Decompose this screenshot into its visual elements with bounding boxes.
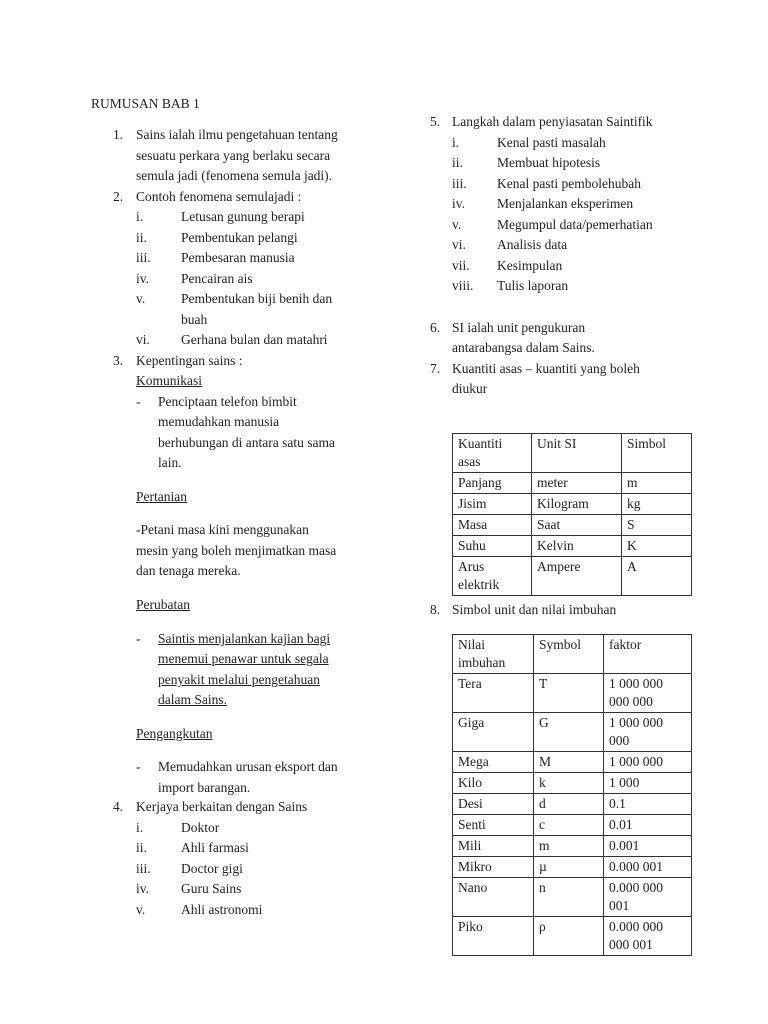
table-cell: Jisim — [453, 494, 532, 515]
base-quantity-table — [452, 433, 692, 596]
table-row — [453, 473, 692, 494]
table-row — [453, 494, 692, 515]
table-cell: Tera — [453, 674, 534, 713]
list-item: Megumpul data/pemerhatian — [497, 217, 653, 232]
item6-line: SI ialah unit pengukuran — [452, 320, 586, 335]
list-item: Guru Sains — [181, 881, 242, 896]
table-cell: 1 000 000 000 — [604, 713, 692, 752]
page-title: RUMUSAN BAB 1 — [91, 96, 200, 111]
table-cell: Nano — [453, 878, 534, 917]
table-row — [453, 878, 692, 917]
table-cell: 0.000 000 000 001 — [604, 917, 692, 956]
table-cell: meter — [532, 473, 622, 494]
prefix-table — [452, 634, 692, 956]
table-cell: Suhu — [453, 536, 532, 557]
table-header-cell: Simbol — [622, 434, 692, 473]
list-item: Pembentukan pelangi — [181, 230, 298, 245]
table-cell: 0.01 — [604, 815, 692, 836]
roman-numeral: v. — [452, 217, 462, 232]
table-cell: 1 000 000 000 000 — [604, 674, 692, 713]
table-cell: K — [622, 536, 692, 557]
table-header-row — [453, 635, 692, 674]
list-item: Gerhana bulan dan matahri — [181, 332, 328, 347]
table-cell: Mega — [453, 752, 534, 773]
item1-line: sesuatu perkara yang berlaku secara — [136, 148, 331, 163]
table-cell: 0.001 — [604, 836, 692, 857]
table-header-cell: Unit SI — [532, 434, 622, 473]
table-cell: Mikro — [453, 857, 534, 878]
item8-text: Simbol unit dan nilai imbuhan — [452, 602, 617, 617]
list-item: Ahli astronomi — [181, 902, 263, 917]
list-item: Tulis laporan — [497, 278, 569, 293]
table-row — [453, 536, 692, 557]
table-cell: T — [534, 674, 604, 713]
table-cell: Masa — [453, 515, 532, 536]
table-row — [453, 815, 692, 836]
item1-line: Sains ialah ilmu pengetahuan tentang — [136, 127, 338, 142]
roman-numeral: iv. — [452, 196, 465, 211]
list-item: Kenal pasti masalah — [497, 135, 606, 150]
perubatan-line: Saintis menjalankan kajian bagi — [158, 631, 331, 646]
list-item: Pembesaran manusia — [181, 250, 295, 265]
list-item: Analisis data — [497, 237, 568, 252]
perubatan-line: menemui penawar untuk segala — [158, 651, 329, 666]
table-header-cell: faktor — [604, 635, 692, 674]
list-item: Pencairan ais — [181, 271, 253, 286]
table-cell: 0.000 001 — [604, 857, 692, 878]
pertanian-line: dan tenaga mereka. — [136, 563, 241, 578]
roman-numeral: v. — [136, 291, 146, 306]
list-item: Ahli farmasi — [181, 840, 249, 855]
pertanian-line: -Petani masa kini menggunakan — [136, 522, 309, 537]
table-row — [453, 674, 692, 713]
roman-numeral: ii. — [136, 840, 147, 855]
roman-numeral: vii. — [452, 258, 470, 273]
item-number: 3. — [113, 353, 124, 368]
list-item: Letusan gunung berapi — [181, 209, 305, 224]
item-number: 1. — [113, 127, 124, 142]
list-item: Doktor — [181, 820, 220, 835]
roman-numeral: viii. — [452, 278, 474, 293]
table-header-cell: Kuantiti asas — [453, 434, 532, 473]
table-header-cell: Symbol — [534, 635, 604, 674]
list-item: Pembentukan biji benih dan — [181, 291, 333, 306]
roman-numeral: iii. — [136, 250, 151, 265]
list-item: Doctor gigi — [181, 861, 243, 876]
komunikasi-line: berhubungan di antara satu sama — [158, 435, 335, 450]
roman-numeral: i. — [452, 135, 460, 150]
item3-text: Kepentingan sains : — [136, 353, 243, 368]
roman-numeral: i. — [136, 209, 144, 224]
table-cell: M — [534, 752, 604, 773]
table-cell: kg — [622, 494, 692, 515]
list-item: Menjalankan eksperimen — [497, 196, 634, 211]
roman-numeral: iii. — [452, 176, 467, 191]
table-header-cell: Nilai imbuhan — [453, 635, 534, 674]
komunikasi-heading: Komunikasi — [136, 373, 202, 388]
table-cell: 1 000 — [604, 773, 692, 794]
table-row — [453, 713, 692, 752]
roman-numeral: i. — [136, 820, 144, 835]
table-cell: 1 000 000 — [604, 752, 692, 773]
roman-numeral: iii. — [136, 861, 151, 876]
table-cell: Panjang — [453, 473, 532, 494]
dash-bullet: - — [136, 394, 141, 409]
table-cell: Desi — [453, 794, 534, 815]
list-item-continued: buah — [181, 312, 208, 327]
item6-line: antarabangsa dalam Sains. — [452, 340, 595, 355]
item-number: 4. — [113, 799, 124, 814]
item-number: 5. — [430, 114, 441, 129]
table-cell: G — [534, 713, 604, 752]
table-cell: d — [534, 794, 604, 815]
perubatan-line: dalam Sains. — [158, 692, 227, 707]
item-number: 7. — [430, 361, 441, 376]
item1-line: semula jadi (fenomena semula jadi). — [136, 168, 333, 183]
table-cell: ρ — [534, 917, 604, 956]
item-number: 2. — [113, 189, 124, 204]
pengangkutan-line: import barangan. — [158, 780, 251, 795]
table-row — [453, 515, 692, 536]
table-cell: Giga — [453, 713, 534, 752]
roman-numeral: v. — [136, 902, 146, 917]
komunikasi-line: lain. — [158, 455, 182, 470]
table-cell: Mili — [453, 836, 534, 857]
roman-numeral: iv. — [136, 271, 149, 286]
table-cell: Senti — [453, 815, 534, 836]
table-cell: Kelvin — [532, 536, 622, 557]
table-row — [453, 557, 692, 596]
table-cell: n — [534, 878, 604, 917]
table-row — [453, 773, 692, 794]
item7-line: Kuantiti asas – kuantiti yang boleh — [452, 361, 640, 376]
roman-numeral: vi. — [136, 332, 150, 347]
item5-text: Langkah dalam penyiasatan Saintifik — [452, 114, 653, 129]
pertanian-line: mesin yang boleh menjimatkan masa — [136, 543, 337, 558]
table-cell: Piko — [453, 917, 534, 956]
item4-text: Kerjaya berkaitan dengan Sains — [136, 799, 308, 814]
table-header-row — [453, 434, 692, 473]
dash-bullet: - — [136, 631, 141, 646]
table-cell: Arus elektrik — [453, 557, 532, 596]
table-cell: m — [534, 836, 604, 857]
roman-numeral: ii. — [452, 155, 463, 170]
table-cell: 0.000 000 001 — [604, 878, 692, 917]
pengangkutan-line: Memudahkan urusan eksport dan — [158, 759, 338, 774]
pengangkutan-heading: Pengangkutan — [136, 726, 213, 741]
pertanian-heading: Pertanian — [136, 489, 187, 504]
list-item: Kenal pasti pembolehubah — [497, 176, 641, 191]
table-cell: k — [534, 773, 604, 794]
roman-numeral: ii. — [136, 230, 147, 245]
table-row — [453, 836, 692, 857]
table-cell: m — [622, 473, 692, 494]
perubatan-line: penyakit melalui pengetahuan — [158, 672, 320, 687]
roman-numeral: iv. — [136, 881, 149, 896]
table-cell: A — [622, 557, 692, 596]
dash-bullet: - — [136, 759, 141, 774]
table-cell: S — [622, 515, 692, 536]
table-cell: c — [534, 815, 604, 836]
table-cell: µ — [534, 857, 604, 878]
table-cell: 0.1 — [604, 794, 692, 815]
roman-numeral: vi. — [452, 237, 466, 252]
table-row — [453, 794, 692, 815]
perubatan-heading: Perubatan — [136, 597, 190, 612]
table-cell: Saat — [532, 515, 622, 536]
komunikasi-line: memudahkan manusia — [158, 414, 280, 429]
item2-text: Contoh fenomena semulajadi : — [136, 189, 302, 204]
item-number: 6. — [430, 320, 441, 335]
table-cell: Kilo — [453, 773, 534, 794]
item-number: 8. — [430, 602, 441, 617]
komunikasi-line: Penciptaan telefon bimbit — [158, 394, 297, 409]
list-item: Membuat hipotesis — [497, 155, 601, 170]
table-row — [453, 857, 692, 878]
table-cell: Kilogram — [532, 494, 622, 515]
table-row — [453, 917, 692, 956]
list-item: Kesimpulan — [497, 258, 563, 273]
table-row — [453, 752, 692, 773]
table-cell: Ampere — [532, 557, 622, 596]
item7-line: diukur — [452, 381, 488, 396]
